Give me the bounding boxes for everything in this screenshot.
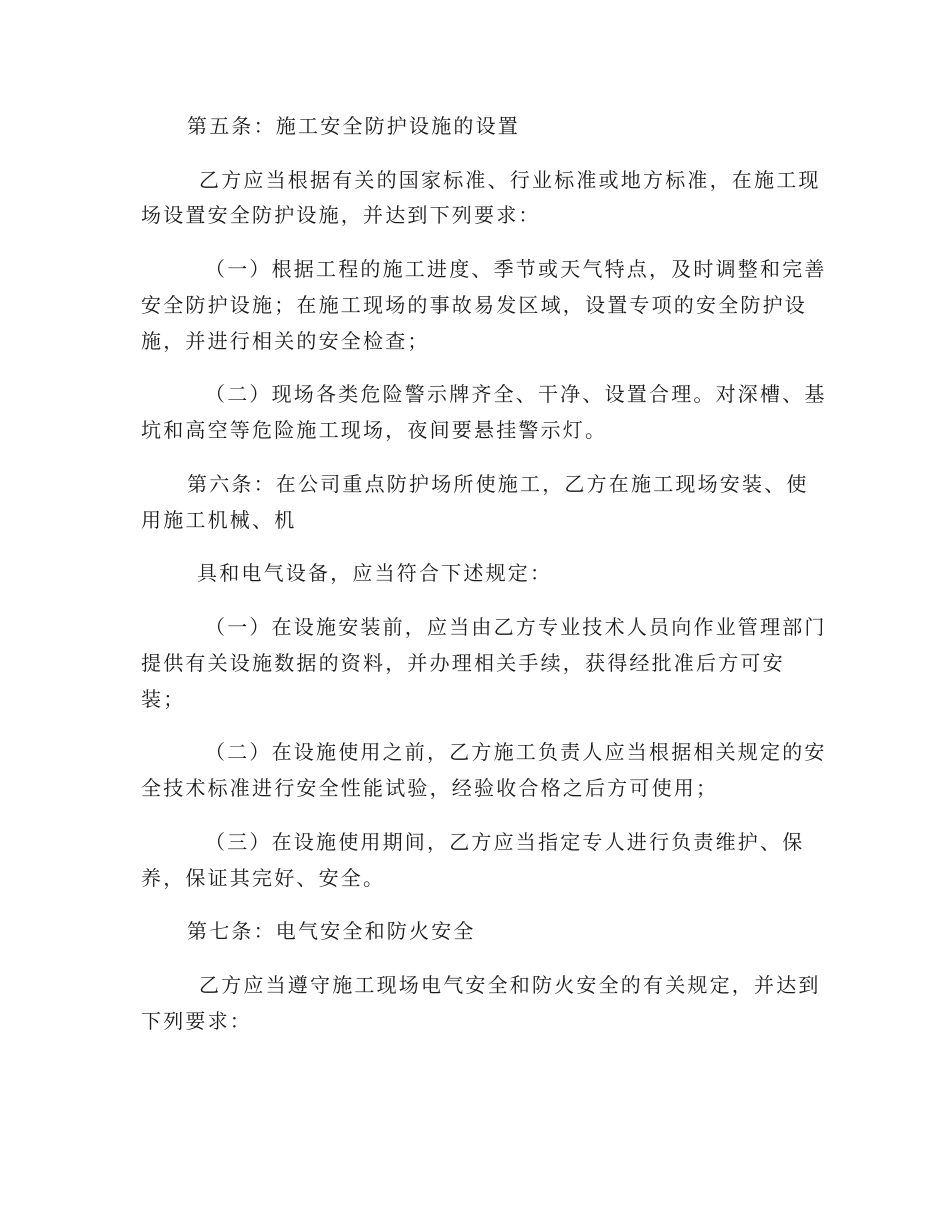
article-6-item-1-line-3: 装； [141,687,186,711]
article-5-item-2-line-1: （二）现场各类危险警示牌齐全、干净、设置合理。对深槽、基 [205,382,827,406]
article-6-item-2-line-1: （二）在设施使用之前，乙方施工负责人应当根据相关规定的安 [205,740,827,764]
article-6-item-2-line-2: 全技术标准进行安全性能试验，经验收合格之后方可使用； [141,776,719,800]
article-5-item-1-line-1: （一）根据工程的施工进度、季节或天气特点，及时调整和完善 [205,257,827,281]
article-7-intro-line-1: 乙方应当遵守施工现场电气安全和防火安全的有关规定，并达到 [199,973,821,997]
article-5-item-1-line-3: 施，并进行相关的安全检查； [141,329,430,353]
article-6-item-3-line-1: （三）在设施使用期间，乙方应当指定专人进行负责维护、保 [205,830,805,854]
article-7-intro-line-2: 下列要求： [141,1009,252,1033]
article-6-heading-line-2: 用施工机械、机 [141,508,297,532]
article-5-intro-line-1: 乙方应当根据有关的国家标准、行业标准或地方标准，在施工现 [199,168,821,192]
article-6-heading-line-1: 第六条：在公司重点防护场所使施工，乙方在施工现场安装、使 [187,472,809,496]
article-5-item-1-line-2: 安全防护设施；在施工现场的事故易发区域，设置专项的安全防护设 [141,293,807,317]
article-5-intro-line-2: 场设置安全防护设施，并达到下列要求： [141,203,541,227]
article-6-item-3-line-2: 养，保证其完好、安全。 [141,866,386,890]
article-6-intro: 具和电气设备，应当符合下述规定： [197,561,553,585]
article-5-item-2-line-2: 坑和高空等危险施工现场，夜间要悬挂警示灯。 [141,418,608,442]
article-6-item-1-line-1: （一）在设施安装前，应当由乙方专业技术人员向作业管理部门 [205,615,827,639]
article-7-heading: 第七条：电气安全和防火安全 [187,919,476,943]
article-5-heading: 第五条：施工安全防护设施的设置 [187,114,520,138]
article-6-item-1-line-2: 提供有关设施数据的资料，并办理相关手续，获得经批准后方可安 [141,651,785,675]
